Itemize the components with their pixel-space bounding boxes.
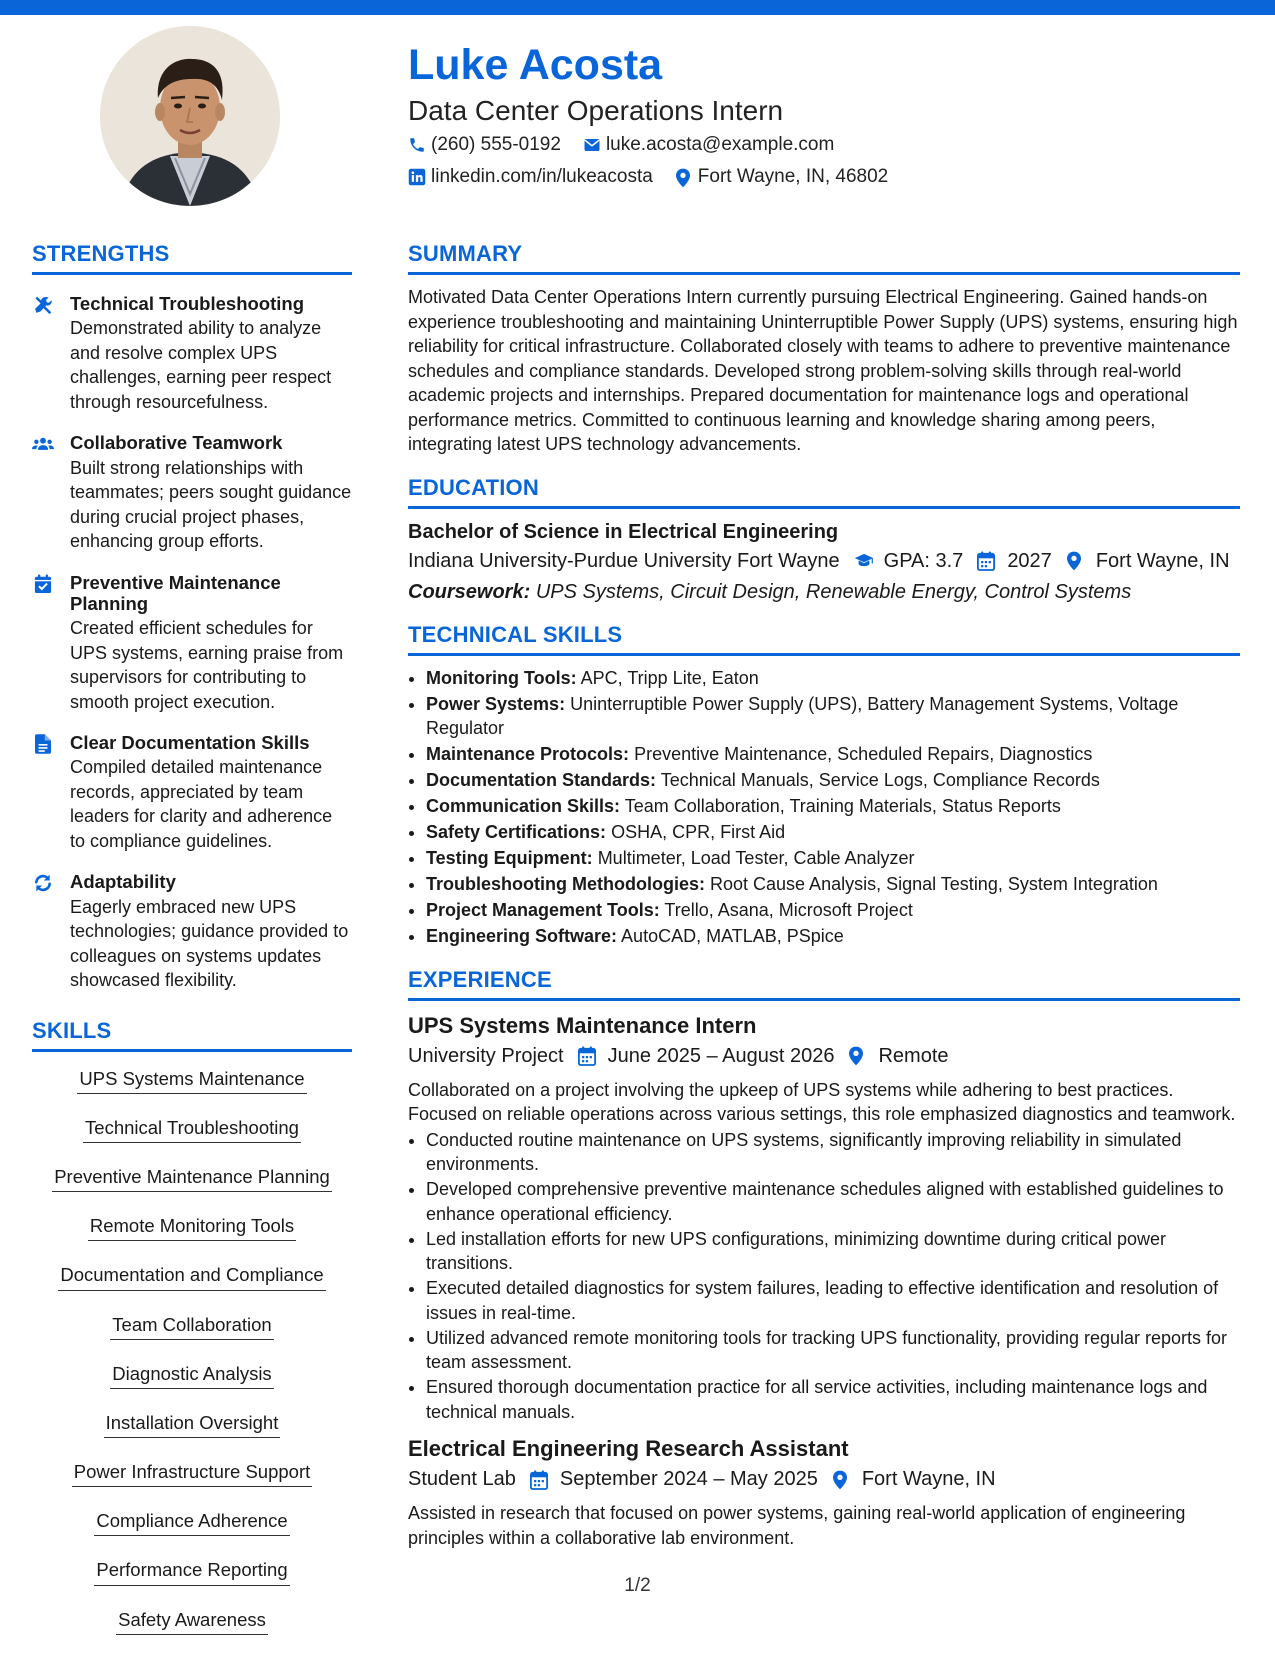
skill-tag: Diagnostic Analysis bbox=[110, 1359, 273, 1389]
skill-values: Technical Manuals, Service Logs, Compliance Records bbox=[660, 770, 1100, 790]
strength-desc: Eagerly embraced new UPS technologies; guidance provided to colleagues on systems updates showcased flexibility. bbox=[70, 896, 349, 991]
map-pin-icon bbox=[832, 1470, 852, 1490]
list-item bbox=[426, 898, 1240, 923]
section-divider bbox=[32, 272, 352, 275]
strength-desc: Created efficient schedules for UPS systems, earning praise from supervisors for contributing to smooth project execution. bbox=[70, 618, 344, 712]
skill-category: Safety Certifications: bbox=[426, 822, 607, 842]
skill-category: Troubleshooting Methodologies: bbox=[426, 874, 705, 894]
strength-item bbox=[32, 572, 352, 715]
skill-tag: Performance Reporting bbox=[94, 1555, 289, 1585]
linkedin-text[interactable]: linkedin.com/in/lukeacosta bbox=[431, 166, 653, 187]
skill-values: Preventive Maintenance, Scheduled Repairs, Diagnostics bbox=[634, 744, 1093, 764]
job-bullets bbox=[408, 1128, 1240, 1425]
calendar-icon bbox=[530, 1470, 550, 1490]
experience-heading: EXPERIENCE bbox=[408, 966, 552, 992]
strength-desc: Demonstrated ability to analyze and resolve complex UPS challenges, earning peer respect through resourcefulness. bbox=[70, 318, 332, 412]
email-text[interactable]: luke.acosta@example.com bbox=[605, 134, 835, 155]
left-column bbox=[32, 241, 352, 1654]
job-dates: June 2025 – August 2026 bbox=[607, 1044, 835, 1067]
skill-values: Trello, Asana, Microsoft Project bbox=[664, 900, 913, 920]
skill-values: Multimeter, Load Tester, Cable Analyzer bbox=[597, 848, 915, 868]
coursework-line bbox=[408, 581, 1240, 604]
strength-desc: Compiled detailed maintenance records, appreciated by team leaders for clarity and adherence to compliance guidelines. bbox=[70, 757, 333, 851]
section-divider bbox=[32, 1049, 352, 1052]
strength-item bbox=[32, 732, 352, 853]
summary-heading: SUMMARY bbox=[408, 241, 523, 266]
list-item bbox=[426, 872, 1240, 897]
phone-contact bbox=[408, 134, 561, 156]
job-location: Fort Wayne, IN bbox=[861, 1468, 996, 1490]
email-contact[interactable] bbox=[583, 134, 834, 156]
contact-row-1 bbox=[408, 134, 856, 156]
section-divider bbox=[408, 998, 1240, 1001]
job-dates: September 2024 – May 2025 bbox=[559, 1468, 818, 1490]
strength-desc: Built strong relationships with teammates; peers sought guidance during crucial project phases, enhancing group efforts. bbox=[70, 457, 352, 552]
list-item bbox=[426, 666, 1240, 691]
phone-icon bbox=[408, 136, 426, 154]
skill-tag: Power Infrastructure Support bbox=[72, 1457, 313, 1487]
skill-category: Engineering Software: bbox=[426, 926, 618, 946]
job-description: Collaborated on a project involving the upkeep of UPS systems while adhering to best practices. Focused on reliable operations across various settings, this role emphasized diagnostics and teamwork. bbox=[408, 1079, 1236, 1124]
list-item: • Executed detailed diagnostics for system failures, leading to effective identification and resolution of issues in real-time. bbox=[426, 1276, 1240, 1325]
job-title: UPS Systems Maintenance Intern bbox=[408, 1012, 757, 1038]
skill-category: Testing Equipment: bbox=[426, 848, 593, 868]
job-org: Student Lab bbox=[408, 1468, 516, 1490]
school-name: Indiana University-Purdue University Fort Wayne bbox=[408, 549, 840, 572]
skill-tag: Remote Monitoring Tools bbox=[88, 1211, 296, 1241]
strength-item bbox=[32, 432, 352, 553]
strength-title: Preventive Maintenance Planning bbox=[70, 571, 281, 614]
coursework-label: Coursework: bbox=[408, 580, 531, 603]
skill-values: AutoCAD, MATLAB, PSpice bbox=[621, 926, 844, 946]
profile-photo bbox=[100, 26, 280, 206]
skill-tag: Installation Oversight bbox=[104, 1408, 281, 1438]
school-location: Fort Wayne, IN bbox=[1095, 549, 1230, 572]
calendar-icon bbox=[578, 1046, 598, 1066]
strength-item bbox=[32, 293, 352, 414]
technical-skills-list bbox=[408, 666, 1240, 949]
list-item bbox=[426, 794, 1240, 819]
list-item bbox=[426, 768, 1240, 793]
calendar-icon bbox=[977, 551, 997, 571]
list-item: • Led installation efforts for new UPS configurations, minimizing downtime during critical power transitions. bbox=[426, 1227, 1240, 1276]
skill-tag: Preventive Maintenance Planning bbox=[52, 1162, 332, 1192]
skill-category: Maintenance Protocols: bbox=[426, 744, 630, 764]
linkedin-contact[interactable] bbox=[408, 166, 653, 188]
tools-icon bbox=[32, 294, 54, 316]
gpa-text: GPA: 3.7 bbox=[883, 549, 964, 572]
skill-category: Documentation Standards: bbox=[426, 770, 657, 790]
list-item: • Ensured thorough documentation practice for all service activities, including maintenance logs and technical manuals. bbox=[426, 1375, 1240, 1424]
education-heading: EDUCATION bbox=[408, 474, 539, 500]
job-org: University Project bbox=[408, 1044, 564, 1067]
skill-tag: Compliance Adherence bbox=[94, 1506, 289, 1536]
users-icon bbox=[32, 433, 54, 455]
section-divider bbox=[408, 272, 1240, 275]
skill-values: APC, Tripp Lite, Eaton bbox=[580, 667, 759, 688]
document-icon bbox=[32, 733, 54, 755]
location-text: Fort Wayne, IN, 46802 bbox=[697, 166, 889, 187]
location-contact bbox=[675, 166, 888, 188]
summary-text: Motivated Data Center Operations Intern currently pursuing Electrical Engineering. Gained hands-on experience troubleshooting and maintaining Uninterruptible Power Supply (UPS) systems, ensuring high reliability for critical infrastructure. Collaborated closely with teams to adhere to preventive maintenance schedules and compliance standards. Developed strong problem-solving skills through real-world academic projects and internships. Prepared documentation for maintenance logs and operational performance metrics. Committed to continuous learning and knowledge sharing among peers, integrating latest UPS technology advancements. bbox=[408, 287, 1238, 454]
skill-category: Monitoring Tools: bbox=[426, 667, 577, 688]
right-column bbox=[408, 241, 1240, 1550]
skill-tag: Technical Troubleshooting bbox=[83, 1113, 301, 1143]
map-pin-icon bbox=[848, 1046, 868, 1066]
list-item: • Utilized advanced remote monitoring tools for tracking UPS functionality, providing regular reports for team assessment. bbox=[426, 1326, 1240, 1375]
job-title: Electrical Engineering Research Assistant bbox=[408, 1436, 849, 1461]
candidate-title: Data Center Operations Intern bbox=[408, 95, 784, 126]
section-divider bbox=[408, 506, 1240, 509]
job-description: Assisted in research that focused on power systems, gaining real-world application of engineering principles within a collaborative lab environment. bbox=[408, 1503, 1186, 1548]
strength-title: Collaborative Teamwork bbox=[70, 432, 283, 454]
coursework-list: UPS Systems, Circuit Design, Renewable Energy, Control Systems bbox=[535, 580, 1132, 603]
phone-text: (260) 555-0192 bbox=[431, 134, 561, 155]
map-pin-icon bbox=[675, 168, 693, 186]
skill-tag: Team Collaboration bbox=[110, 1310, 273, 1340]
job-location: Remote bbox=[878, 1044, 949, 1067]
technical-skills-heading: TECHNICAL SKILLS bbox=[408, 621, 623, 647]
skill-tag: UPS Systems Maintenance bbox=[77, 1064, 306, 1094]
job-meta bbox=[408, 1468, 1240, 1491]
skill-values: OSHA, CPR, First Aid bbox=[611, 822, 786, 842]
map-pin-icon bbox=[1066, 551, 1086, 571]
education-meta bbox=[408, 550, 1240, 573]
skill-tag: Safety Awareness bbox=[116, 1605, 268, 1635]
list-item bbox=[426, 820, 1240, 845]
job-meta bbox=[408, 1045, 1240, 1068]
strength-title: Adaptability bbox=[70, 871, 176, 893]
strength-title: Clear Documentation Skills bbox=[70, 732, 310, 754]
skill-values: Root Cause Analysis, Signal Testing, System Integration bbox=[710, 874, 1158, 894]
skill-values: Uninterruptible Power Supply (UPS), Battery Management Systems, Voltage Regulator bbox=[426, 693, 1179, 738]
section-divider bbox=[408, 653, 1240, 656]
skill-category: Project Management Tools: bbox=[426, 900, 660, 920]
strength-title: Technical Troubleshooting bbox=[70, 293, 305, 314]
envelope-icon bbox=[583, 136, 601, 154]
sync-icon bbox=[32, 872, 54, 894]
candidate-name: Luke Acosta bbox=[408, 41, 663, 89]
graduation-cap-icon bbox=[854, 551, 874, 571]
calendar-check-icon bbox=[32, 573, 54, 595]
skill-values: Team Collaboration, Training Materials, Status Reports bbox=[624, 796, 1061, 816]
top-accent-bar bbox=[0, 0, 1275, 15]
list-item bbox=[426, 692, 1240, 741]
list-item bbox=[426, 742, 1240, 767]
skill-tag: Documentation and Compliance bbox=[58, 1260, 325, 1290]
strengths-heading: STRENGTHS bbox=[32, 241, 170, 266]
list-item bbox=[426, 846, 1240, 871]
skills-heading: SKILLS bbox=[32, 1017, 112, 1043]
page-number: 1/2 bbox=[624, 1575, 651, 1596]
graduation-year: 2027 bbox=[1007, 549, 1052, 572]
contact-row-2 bbox=[408, 166, 910, 188]
list-item: • Developed comprehensive preventive maintenance schedules aligned with established guidelines to enhance operational efficiency. bbox=[426, 1177, 1240, 1226]
skill-category: Communication Skills: bbox=[426, 796, 621, 816]
list-item bbox=[426, 924, 1240, 949]
strength-item bbox=[32, 871, 352, 992]
list-item: • Conducted routine maintenance on UPS systems, significantly improving reliability in simulated environments. bbox=[426, 1128, 1240, 1177]
skill-category: Power Systems: bbox=[426, 693, 566, 714]
degree-title: Bachelor of Science in Electrical Engineering bbox=[408, 520, 839, 543]
skills-list bbox=[32, 1064, 352, 1654]
linkedin-icon bbox=[408, 168, 426, 186]
